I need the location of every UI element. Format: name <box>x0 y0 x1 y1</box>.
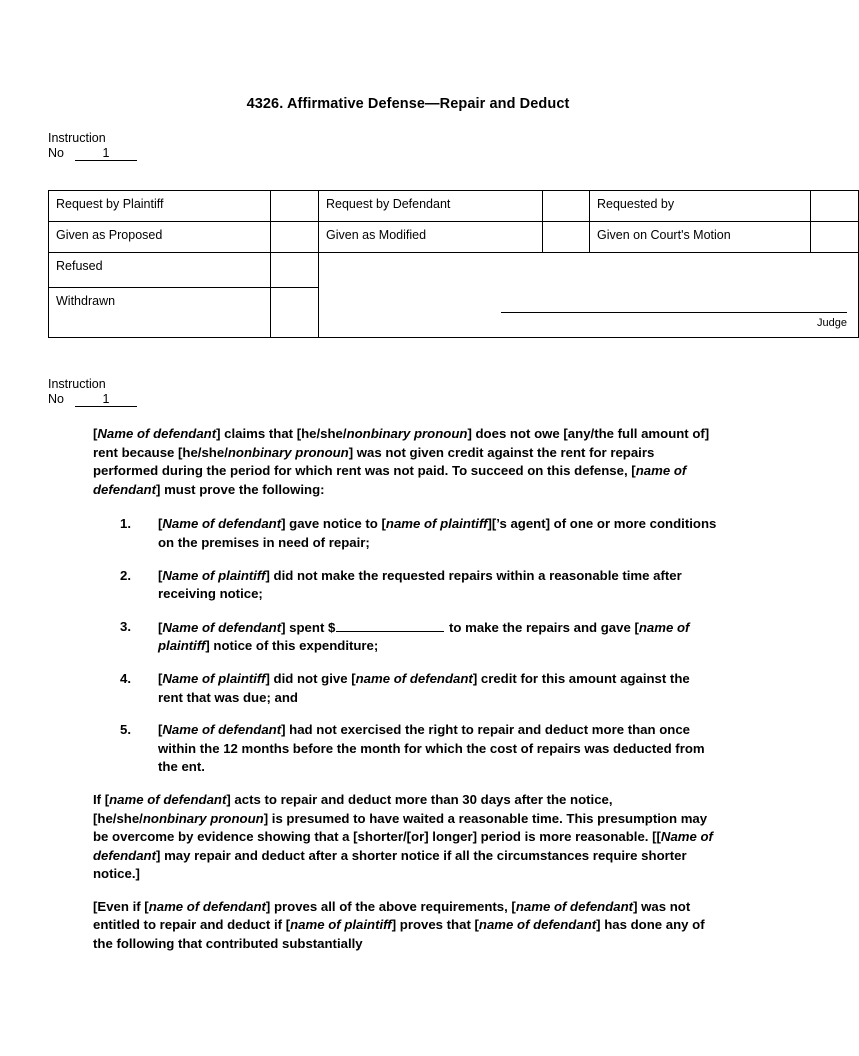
list-item-number-5: 5. <box>120 722 131 738</box>
judge-signature-label: Judge <box>817 317 847 329</box>
checkbox-request-by-plaintiff[interactable] <box>271 191 319 222</box>
checkbox-given-on-courts-motion[interactable] <box>811 222 859 253</box>
evenif-em-name-of-defendant-2: name of defendant <box>515 898 634 914</box>
evenif-seg5: ] was not entitled to repair and deduct if [ <box>93 898 691 933</box>
list-item <box>93 670 718 707</box>
intro-seg2: ] claims that [he/she/ <box>216 426 347 441</box>
evenif-em-name-of-defendant-3: name of defendant <box>478 917 597 933</box>
intro-seg6: ] was not given credit against the rent for repairs performed during the period for which rent was not paid. To succeed on this defense, [ <box>93 444 655 479</box>
presumption-seg1: If [ <box>93 791 110 807</box>
item2-tail: ] did not make the requested repairs within a reasonable time after receiving notice; <box>158 567 682 602</box>
list-item-number-4: 4. <box>120 670 131 686</box>
item5-em-name-of-defendant: Name of defendant <box>162 722 282 738</box>
item3-mid1: ] spent $ <box>281 619 336 635</box>
list-item-number-2: 2. <box>120 567 131 583</box>
item4-em-name-of-plaintiff: Name of plaintiff <box>162 670 266 686</box>
list-item <box>93 515 718 552</box>
requirements-list <box>93 515 718 777</box>
item4-mid1: ] did not give [ <box>265 670 356 686</box>
intro-em-name-of-defendant-2: name of defendant <box>93 463 687 497</box>
disposition-table <box>48 190 859 338</box>
list-item <box>93 618 718 656</box>
even-if-paragraph <box>93 898 718 954</box>
table-row <box>49 222 859 253</box>
intro-seg4: ] does not owe [any/the full amount of] rent because [he/she/ <box>93 426 710 460</box>
presumption-seg5: ] is presumed to have waited a reasonable time. This presumption may be overcome by evidence showing that a [shorter/[or] longer] period is more reasonable. [[ <box>93 810 708 845</box>
intro-em-nonbinary-pronoun-1: nonbinary pronoun <box>346 426 468 441</box>
evenif-seg9: ] has done any of the following that contributed substantially <box>93 917 705 952</box>
presumption-em-name-of-defendant-2: Name of defendant <box>93 829 713 863</box>
presumption-em-nonbinary-pronoun: nonbinary pronoun <box>142 810 264 826</box>
evenif-seg1: [Even if [ <box>93 898 149 914</box>
checkbox-given-as-modified[interactable] <box>543 222 590 253</box>
instruction-no-row-top <box>48 146 137 161</box>
cell-request-by-plaintiff: Request by Plaintiff <box>49 191 271 222</box>
evenif-em-name-of-defendant-1: name of defendant <box>148 898 266 914</box>
cell-given-as-modified: Given as Modified <box>319 222 543 253</box>
checkbox-refused[interactable] <box>271 253 319 288</box>
cell-given-on-courts-motion: Given on Court's Motion <box>590 222 811 253</box>
cell-refused: Refused <box>49 253 271 288</box>
checkbox-request-by-defendant[interactable] <box>543 191 590 222</box>
instruction-label-body: Instruction <box>48 377 106 391</box>
list-item <box>93 721 718 777</box>
instruction-no-value-body[interactable]: 1 <box>75 392 137 407</box>
item3-mid2: to make the repairs and gave [ <box>445 619 639 635</box>
amount-blank-field[interactable] <box>336 618 444 632</box>
item1-em-name-of-defendant: Name of defendant <box>162 516 282 532</box>
judge-signature-line[interactable] <box>501 312 847 313</box>
presumption-seg7: ] may repair and deduct after a shorter notice if all the circumstances require shorter notice.] <box>93 847 687 882</box>
list-item <box>93 567 718 604</box>
cell-withdrawn: Withdrawn <box>49 287 271 337</box>
item5-tail: ] had not exercised the right to repair and deduct more than once within the 12 months before the month for which the cost of repairs was deducted from the ent. <box>158 722 705 775</box>
item3-open: [ <box>158 619 163 635</box>
intro-em-name-of-defendant-1: Name of defendant <box>97 426 217 441</box>
checkbox-given-as-proposed[interactable] <box>271 222 319 253</box>
list-item-number-3: 3. <box>120 618 131 634</box>
item2-em-name-of-plaintiff: Name of plaintiff <box>162 567 266 583</box>
judge-signature-cell <box>319 253 859 338</box>
table-row <box>49 253 859 288</box>
presumption-paragraph <box>93 791 718 884</box>
item1-em-name-of-plaintiff: name of plaintiff <box>385 516 488 532</box>
evenif-seg7: ] proves that [ <box>391 917 479 933</box>
intro-seg1-open: [ <box>93 426 98 441</box>
item4-tail: ] credit for this amount against the rent that was due; and <box>158 670 690 705</box>
cell-request-by-defendant: Request by Defendant <box>319 191 543 222</box>
item4-em-name-of-defendant: name of defendant <box>355 670 473 686</box>
evenif-em-name-of-plaintiff: name of plaintiff <box>290 917 392 933</box>
judge-signature-area <box>326 259 851 331</box>
instruction-number-header-top <box>48 131 137 161</box>
instruction-no-label-top: No <box>48 146 64 160</box>
instruction-no-row-body <box>48 392 137 407</box>
list-item-number-1: 1. <box>120 516 131 532</box>
table-row <box>49 191 859 222</box>
instruction-no-value-top[interactable]: 1 <box>75 146 137 161</box>
page-title: 4326. Affirmative Defense—Repair and Deduct <box>246 96 570 112</box>
intro-paragraph <box>93 425 718 499</box>
presumption-seg3: ] acts to repair and deduct more than 30 days after the notice, [he/she/ <box>93 791 613 826</box>
item5-open: [ <box>158 722 163 738</box>
checkbox-requested-by[interactable] <box>811 191 859 222</box>
instruction-number-header-body <box>48 377 137 407</box>
intro-seg8: ] must prove the following: <box>156 481 325 497</box>
evenif-seg3: ] proves all of the above requirements, [ <box>265 898 516 914</box>
checkbox-withdrawn[interactable] <box>271 287 319 337</box>
item1-open: [ <box>158 516 163 532</box>
instruction-body <box>93 425 718 954</box>
item1-tail: ][’s agent] of one or more conditions on the premises in need of repair; <box>158 516 717 550</box>
item3-em-name-of-plaintiff: name of plaintiff <box>158 619 690 654</box>
presumption-em-name-of-defendant-1: name of defendant <box>109 791 227 807</box>
instruction-label-top: Instruction <box>48 131 106 145</box>
item4-open: [ <box>158 670 163 686</box>
item1-mid1: ] gave notice to [ <box>281 516 386 532</box>
item2-open: [ <box>158 567 163 583</box>
cell-requested-by: Requested by <box>590 191 811 222</box>
cell-given-as-proposed: Given as Proposed <box>49 222 271 253</box>
item3-tail: ] notice of this expenditure; <box>205 638 379 654</box>
item3-em-name-of-defendant: Name of defendant <box>162 619 282 635</box>
instruction-no-label-body: No <box>48 392 64 406</box>
intro-em-nonbinary-pronoun-2: nonbinary pronoun <box>227 444 349 460</box>
